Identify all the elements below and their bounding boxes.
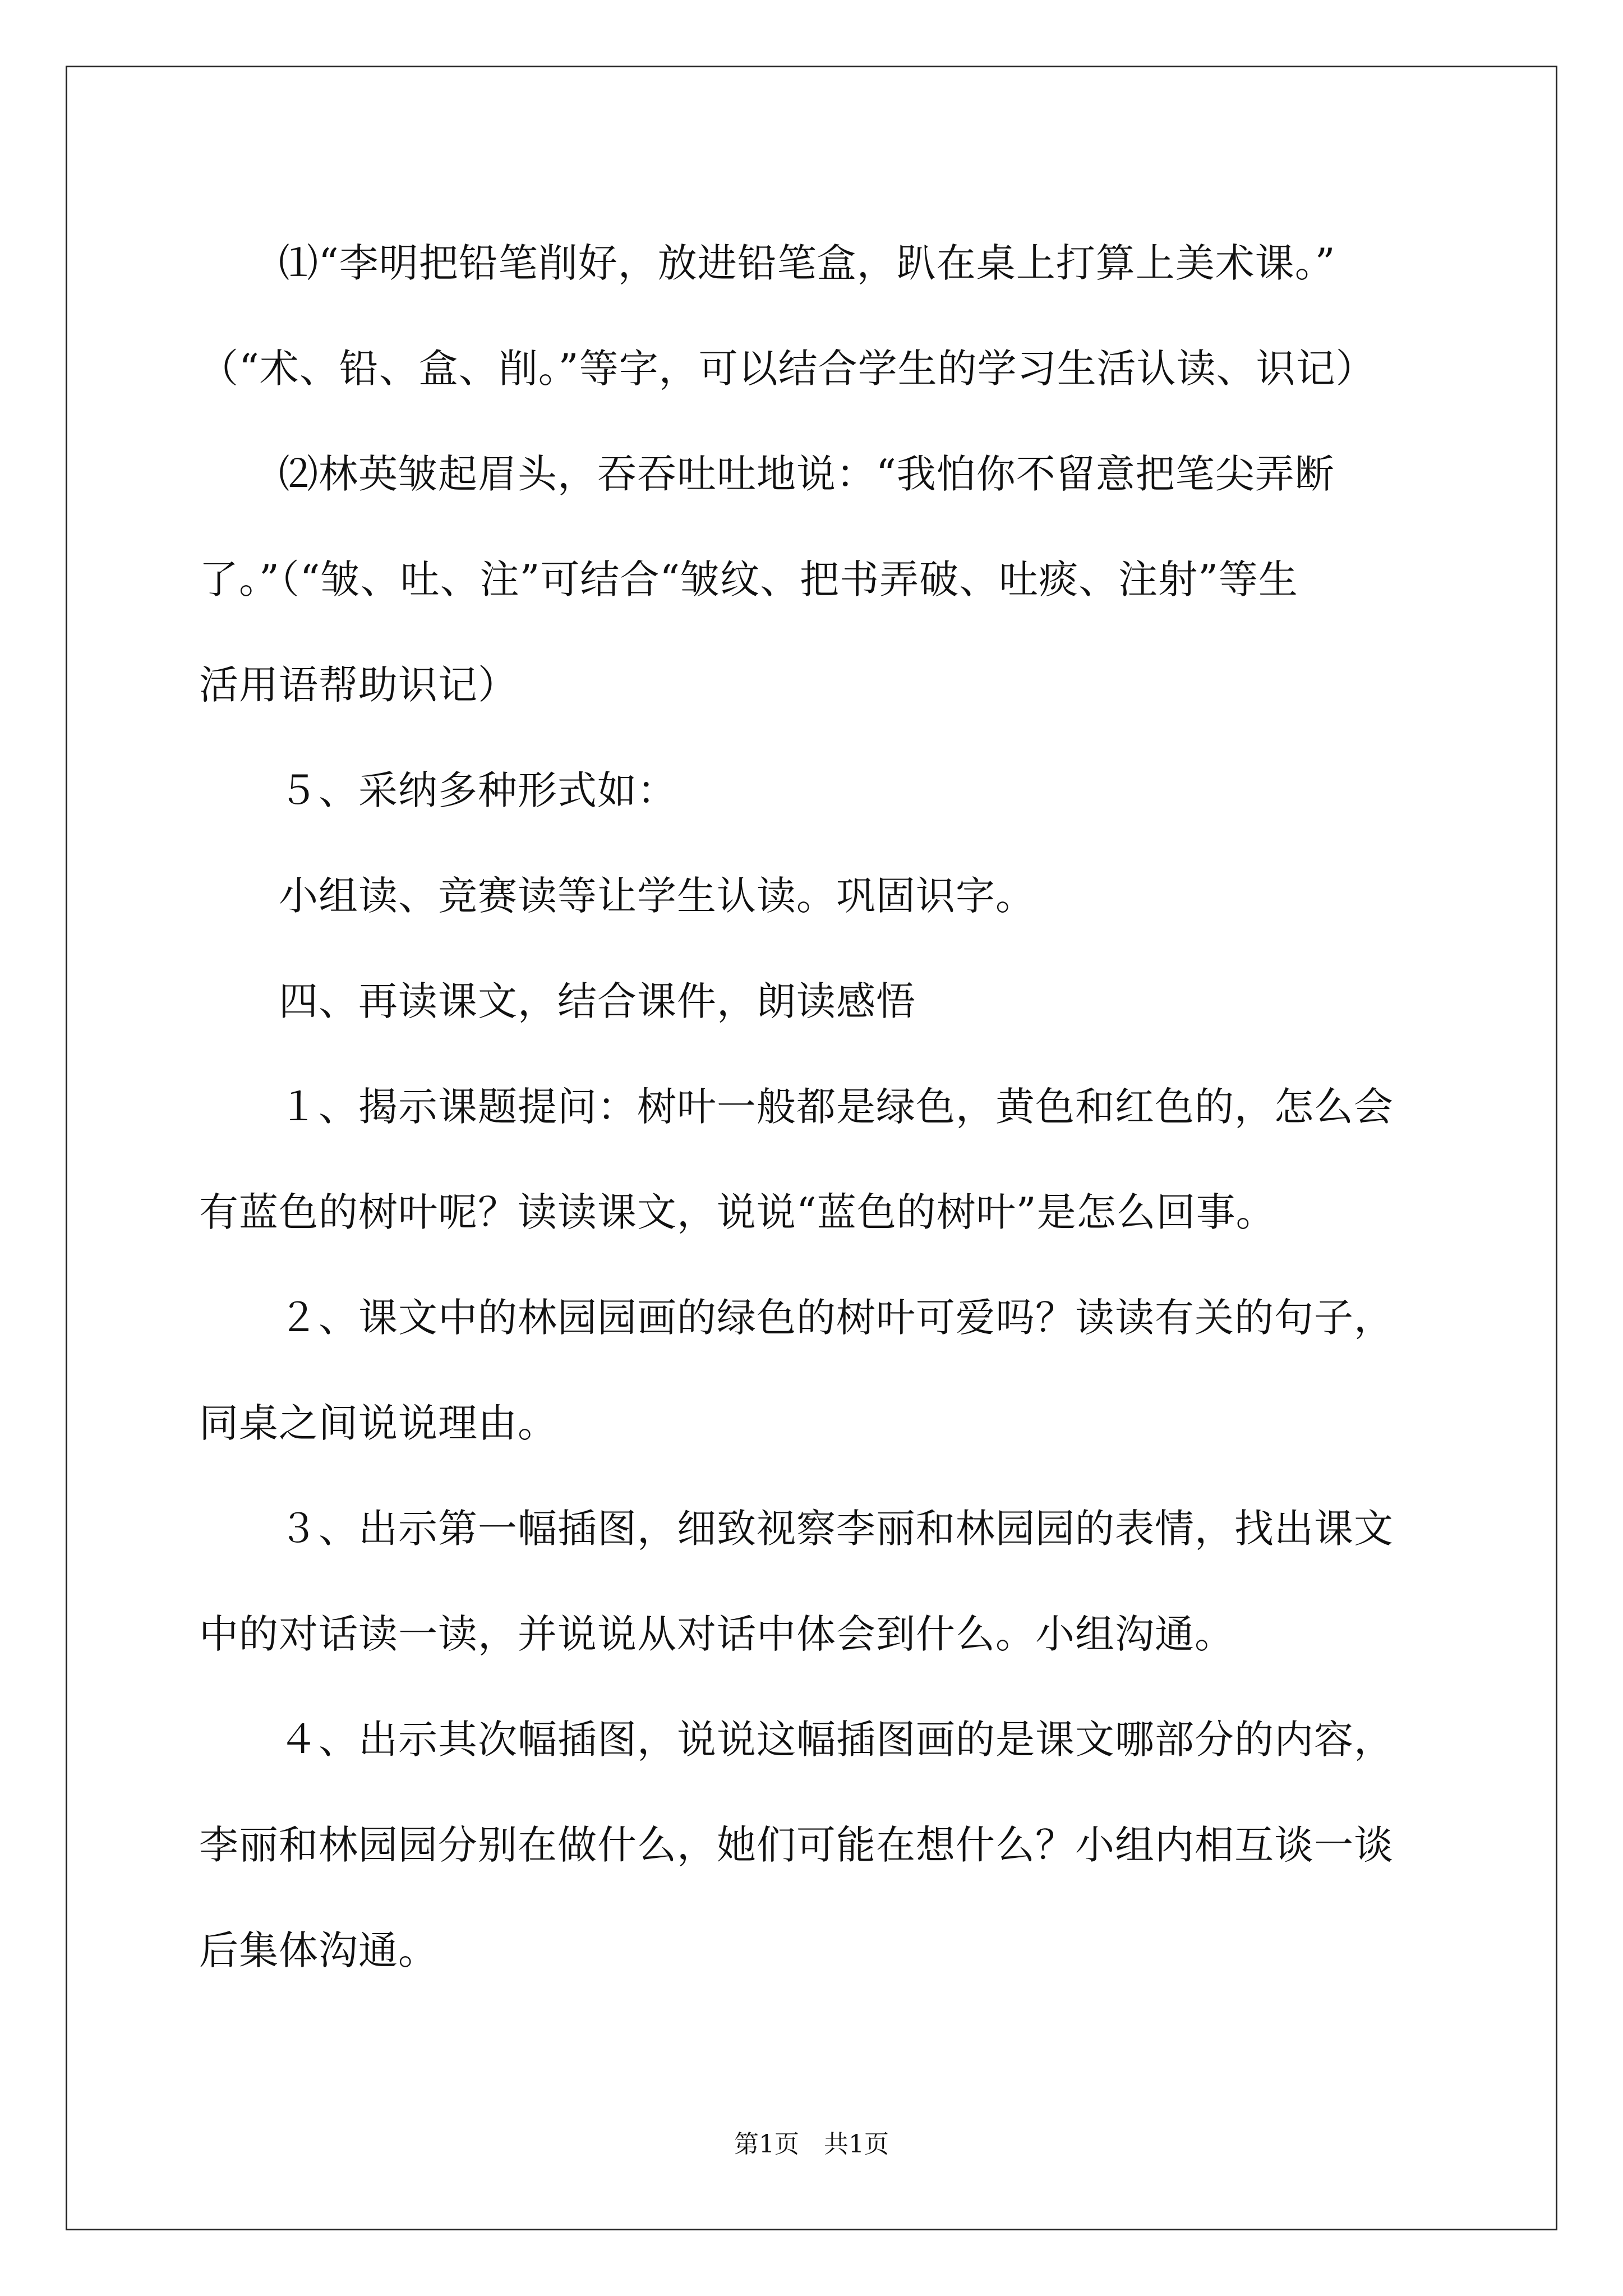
text-line: ５、采纳多种形式如： (199, 767, 677, 813)
page-number: 第1页 共1页 (734, 2130, 889, 2159)
text-line: 有蓝色的树叶呢？读读课文，说说“蓝色的树叶”是怎么回事。 (199, 1189, 1276, 1235)
text-line: ２、课文中的林园园画的绿色的树叶可爱吗？读读有关的句子， (199, 1295, 1394, 1341)
text-line: 四、再读课文，结合课件，朗读感悟 (199, 978, 916, 1024)
text-line: 李丽和林园园分别在做什么，她们可能在想什么？小组内相互谈一谈 (199, 1822, 1394, 1868)
text-line: 小组读、竞赛读等让学生认读。巩固识字。 (199, 873, 1035, 919)
text-line: １、揭示课题提问：树叶一般都是绿色，黄色和红色的，怎么会 (199, 1084, 1394, 1130)
text-line: ４、出示其次幅插图，说说这幅插图画的是课文哪部分的内容， (199, 1717, 1394, 1763)
text-line: 同桌之间说说理由。 (199, 1400, 557, 1446)
document-body (199, 210, 1433, 2003)
text-line: ⑴“李明把铅笔削好，放进铅笔盒，趴在桌上打算上美术课。” (199, 240, 1336, 286)
text-line: ⑵林英皱起眉头，吞吞吐吐地说：“我怕你不留意把笔尖弄断 (199, 451, 1335, 497)
text-line: 中的对话读一读，并说说从对话中体会到什么。小组沟通。 (199, 1611, 1234, 1657)
text-line: 了。”（“皱、吐、注”可结合“皱纹、把书弄破、吐痰、注射”等生 (199, 556, 1298, 602)
text-line: （“术、铅、盒、削。”等字，可以结合学生的学习生活认读、识记） (199, 346, 1376, 392)
text-line: ３、出示第一幅插图，细致视察李丽和林园园的表情，找出课文 (199, 1506, 1394, 1552)
text-line: 活用语帮助识记） (199, 662, 518, 708)
text-line: 后集体沟通。 (199, 1927, 438, 1973)
